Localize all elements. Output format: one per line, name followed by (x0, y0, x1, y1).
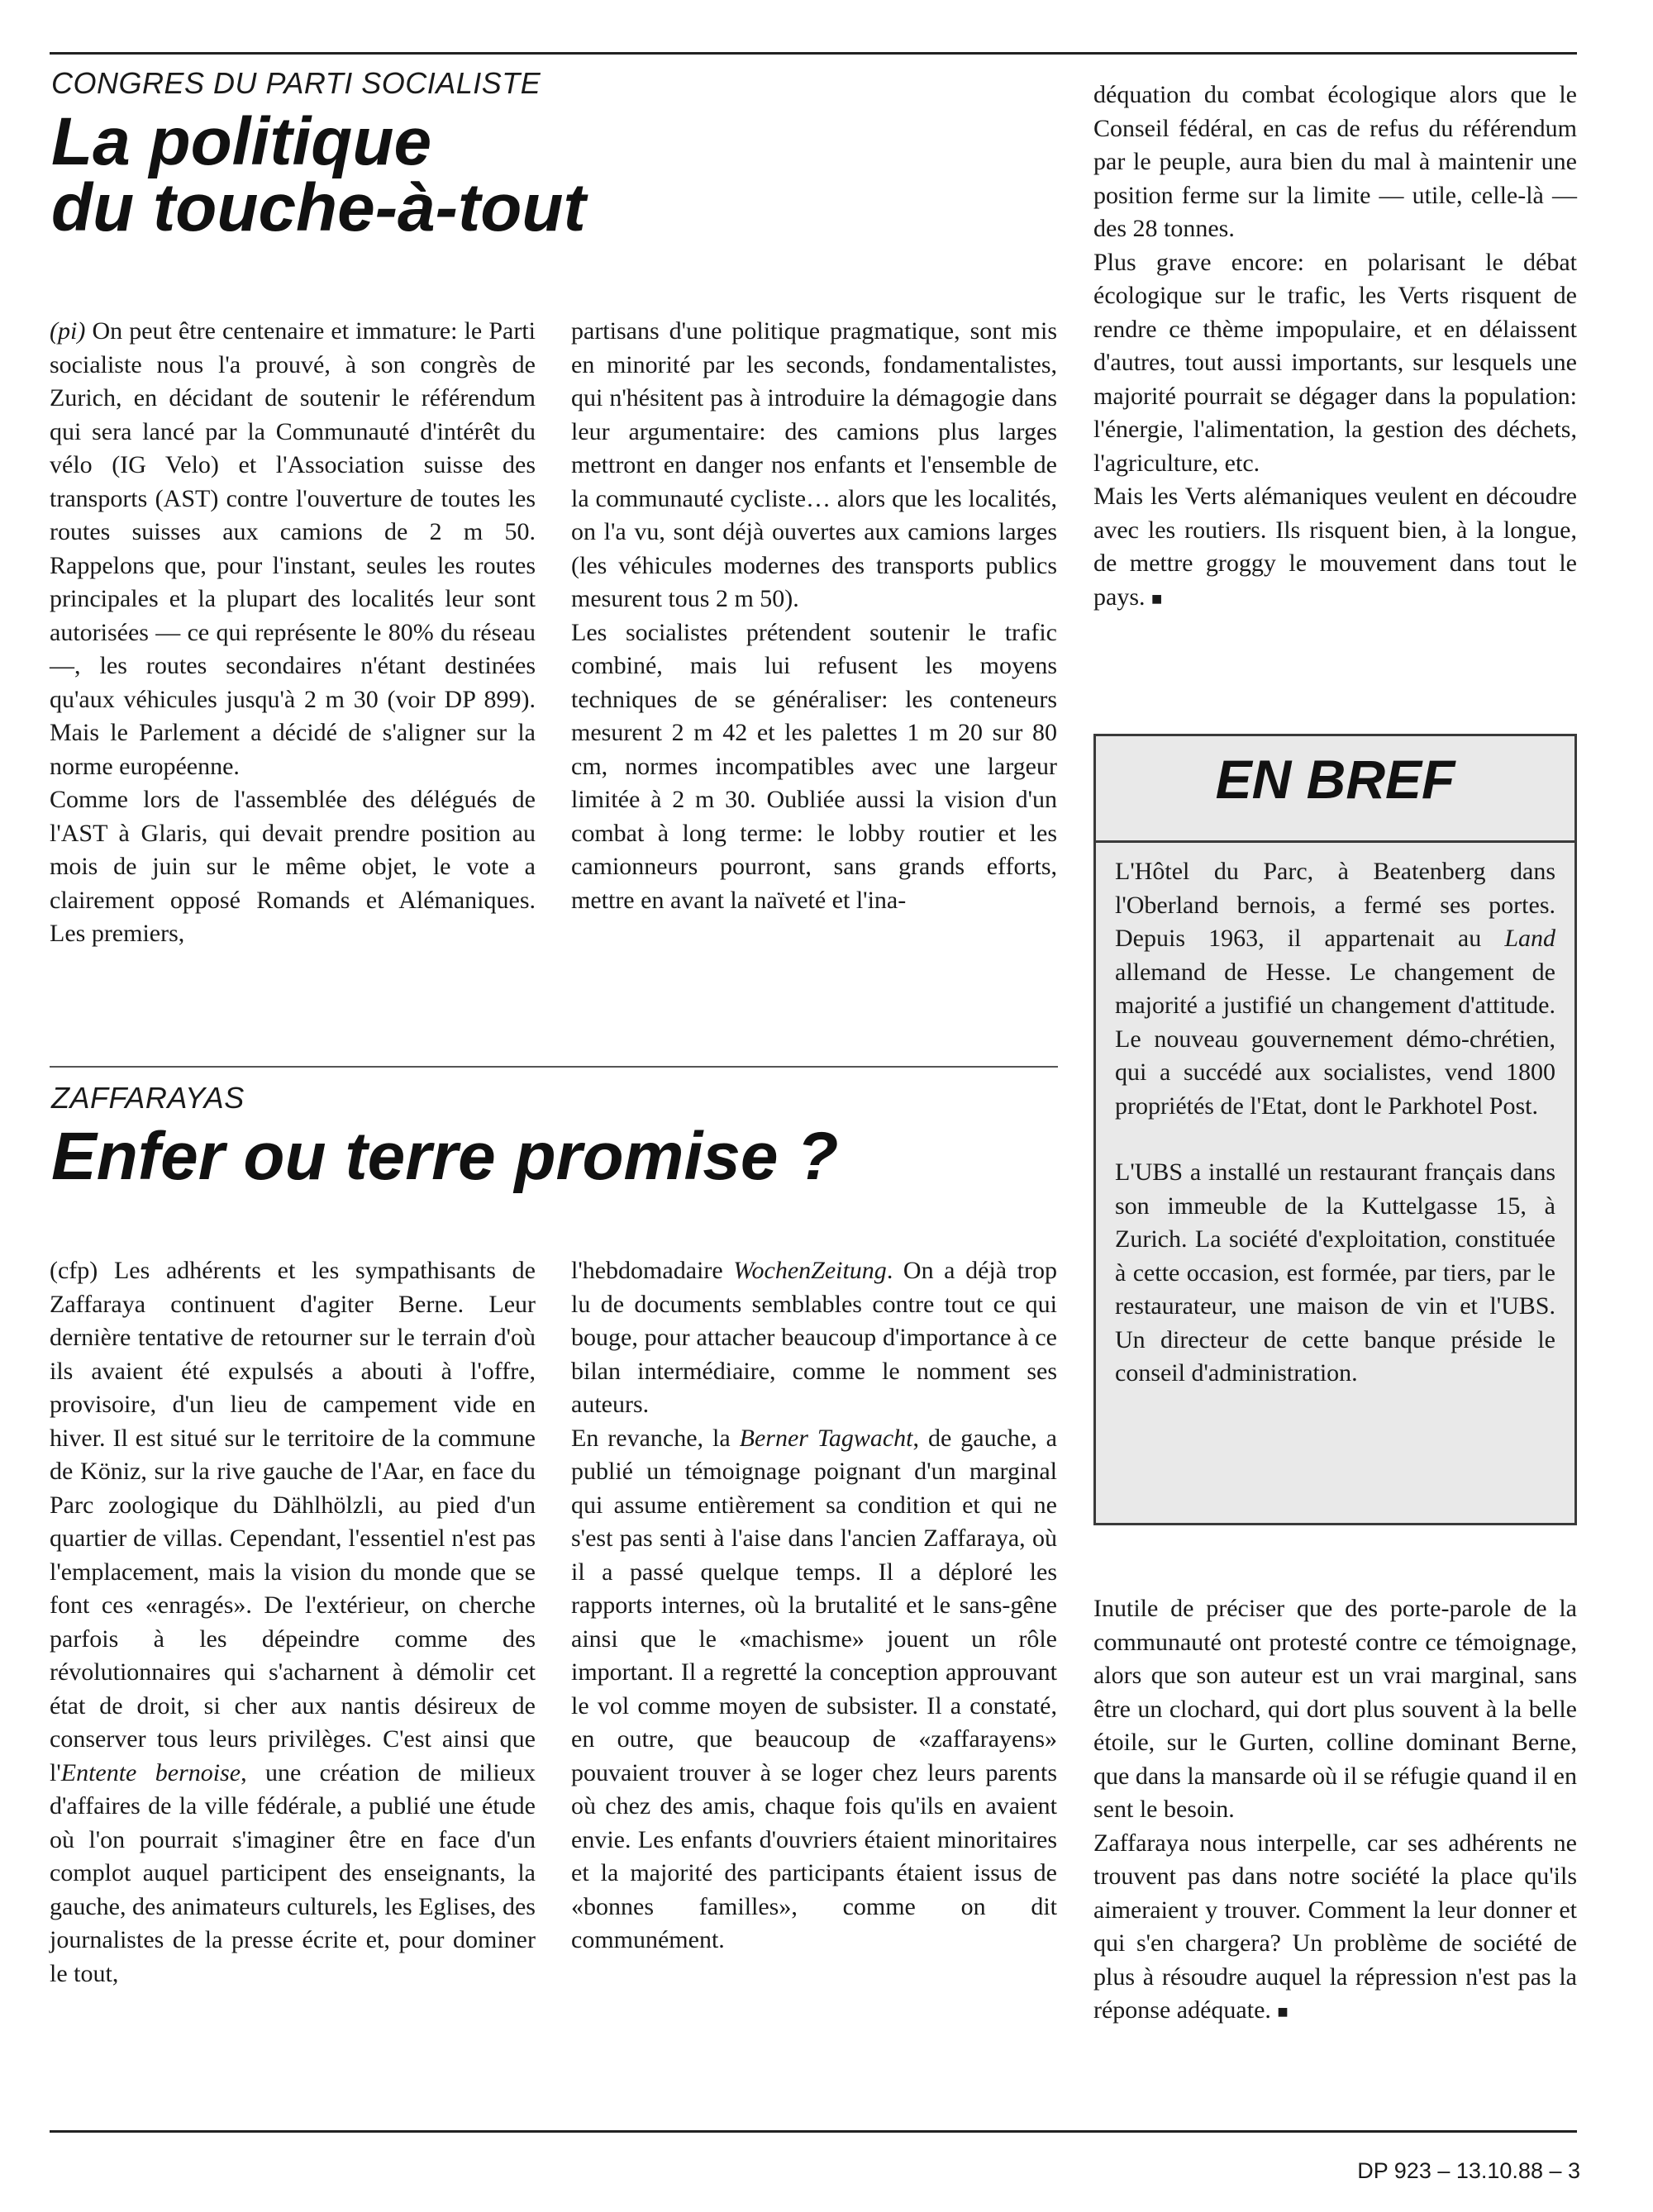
article1-column1 (50, 315, 536, 951)
article2-end-mark: ■ (1277, 2001, 1289, 2022)
article1-col3-paragraph2: Plus grave encore: en polarisant le débat écologique sur le trafic, les Verts risquent de rendre ce thème impopulaire, et en délaissent d'autres, tout aussi importants, sur lesquels une majorité pourrait se dégager dans la population: l'énergie, l'alimentation, la gestion des déchets, l'agriculture, etc. (1093, 248, 1577, 477)
page-footer: DP 923 – 13.10.88 – 3 (1357, 2158, 1580, 2183)
en-bref-content (1093, 855, 1577, 1391)
article1-headline-line1: La politique (51, 104, 432, 179)
article2-col2-paragraph2: En revanche, la Berner Tagwacht, de gauche, a publié un témoignage poignant d'un marginal qui assume entièrement sa condition et qui ne s'est pas senti à l'aise dans l'ancien Zaffaraya, où il a passé quelque temps. Il a déploré les rapports internes, où la brutalité et le sans-gêne ainsi que le «machisme» jouent un rôle important. Il a regretté la conception approuvant le vol comme moyen de subsister. Il a constaté, en outre, que beaucoup de «zaffarayens» pouvaient trouver à se loger chez leurs parents où chez des amis, chaque fois qu'ils en avaient envie. Les enfants d'ouvriers étaient minoritaires et la majorité des participants étaient issus de «bonnes familles», comme on dit communément. (571, 1424, 1057, 1953)
article2-column2 (571, 1254, 1057, 1958)
top-rule (50, 52, 1577, 55)
article1-column2 (571, 315, 1057, 917)
article2-col3-paragraph2: Zaffaraya nous interpelle, car ses adhérents ne trouvent pas dans notre société la place qu'ils aimeraient y trouver. Comment la leur donner et qui s'en chargera? Un problème de société de plus à résoudre auquel la répression n'est pas la réponse adéquate. ■ (1093, 1829, 1577, 2024)
article1-col1-paragraph2: Comme lors de l'assemblée des délégués de l'AST à Glaris, qui devait prendre position au mois de juin sur le même objet, le vote a clairement opposé Romands et Alémaniques. Les premiers, (50, 786, 536, 947)
article2-column1 (50, 1254, 536, 1991)
article2-kicker: ZAFFARAYAS (51, 1081, 245, 1115)
article1-col3-paragraph1: déquation du combat écologique alors que le Conseil fédéral, en cas de refus du référendum par le peuple, aura bien du mal à maintenir une position ferme sur la limite — utile, celle-là — des 28 tonnes. (1093, 81, 1577, 242)
article1-headline (51, 104, 586, 245)
article2-col3-paragraph1: Inutile de préciser que des porte-parole de la communauté ont protesté contre ce témoignage, alors que son auteur est un vrai marginal, sans être un clochard, qui dort plus souvent à la belle étoile, sur le Gurten, colline dominant Berne, que dans la mansarde où il se réfugie quand il en sent le besoin. (1093, 1595, 1577, 1823)
article1-byline: (pi) (50, 317, 86, 345)
article1-col3-paragraph3: Mais les Verts alémaniques veulent en découdre avec les routiers. Ils risquent bien, à la longue, de mettre groggy le mouvement dans tout le pays. ■ (1093, 483, 1577, 611)
article1-col2-paragraph1: partisans d'une politique pragmatique, sont mis en minorité par les seconds, fondamentalistes, qui n'hésitent pas à introduire la démagogie dans leur argumentaire: des camions plus larges mettront en danger nos enfants et l'ensemble de la communauté cycliste… alors que les localités, on l'a vu, sont déjà ouvertes aux camions larges (les véhicules modernes des transports publics mesurent tous 2 m 50). (571, 317, 1057, 612)
article1-headline-line2: du touche-à-tout (51, 170, 586, 245)
article-divider (50, 1066, 1058, 1068)
article1-col1-paragraph1: (pi) On peut être centenaire et immature: le Parti socialiste nous l'a prouvé, à son congrès de Zurich, en décidant de soutenir le référendum qui sera lancé par la Communauté d'intérêt du vélo (IG Velo) et l'Association suisse des transports (AST) contre l'ouverture de toutes les routes suisses aux camions de 2 m 50. Rappelons que, pour l'instant, seules les routes principales et la plupart des localités leur sont autorisées — ce qui représente le 80% du réseau —, les routes secondaires n'étant destinées qu'aux véhicules jusqu'à 2 m 30 (voir DP 899). Mais le Parlement a décidé de s'aligner sur la norme européenne. (50, 317, 536, 780)
en-bref-item2: L'UBS a installé un restaurant français dans son immeuble de la Kuttelgasse 15, à Zurich. La société d'exploitation, constituée à cette occasion, est formée, par tiers, par le restaurateur, une maison de vin et l'UBS. Un directeur de cette banque préside le conseil d'administration. (1115, 1158, 1555, 1387)
article1-column3 (1093, 78, 1577, 616)
article2-headline: Enfer ou terre promise ? (51, 1119, 839, 1194)
bottom-rule (50, 2130, 1577, 2133)
en-bref-item1: L'Hôtel du Parc, à Beatenberg dans l'Oberland bernois, a fermé ses portes. Depuis 1963, il appartenait au Land allemand de Hesse. Le changement de majorité a justifié un changement d'attitude. Le nouveau gouvernement démo-chrétien, qui a succédé aux socialistes, vend 1800 propriétés de l'Etat, dont le Parkhotel Post. (1115, 858, 1555, 1120)
article1-end-mark: ■ (1151, 587, 1163, 609)
article2-col1-paragraph1: (cfp) Les adhérents et les sympathisants de Zaffaraya continuent d'agiter Berne. Leur dernière tentative de retourner sur le terrain d'où ils avaient été expulsés a abouti à l'offre, provisoire, d'un lieu de campement vide en hiver. Il est situé sur le territoire de la commune de Köniz, sur la rive gauche de l'Aar, en face du Parc zoologique du Dählhölzli, au pied d'un quartier de villas. Cependant, l'essentiel n'est pas l'emplacement, mais la vision du monde que se font ces «enragés». De l'extérieur, on cherche parfois à les dépeindre comme des révolutionnaires qui s'acharnent à démolir cet état de droit, si cher aux nantis désireux de conserver tous leurs privilèges. C'est ainsi que l'Entente bernoise, une création de milieux d'affaires de la ville fédérale, a publié une étude où l'on pourrait s'imaginer être en face d'un complot auquel participent des enseignants, la gauche, des animateurs culturels, les Eglises, des journalistes de la presse écrite et, pour dominer le tout, (50, 1257, 536, 1987)
en-bref-divider (1093, 840, 1577, 843)
article2-column3 (1093, 1592, 1577, 2029)
en-bref-title: EN BREF (1215, 749, 1455, 810)
article1-kicker: CONGRES DU PARTI SOCIALISTE (51, 66, 541, 100)
article2-col2-paragraph1: l'hebdomadaire WochenZeitung. On a déjà trop lu de documents semblables contre tout ce qui bouge, pour attacher beaucoup d'importance à ce bilan intermédiaire, comme le nomment ses auteurs. (571, 1257, 1057, 1418)
article1-col2-paragraph2: Les socialistes prétendent soutenir le trafic combiné, mais lui refusent les moyens techniques de se généraliser: les conteneurs mesurent 2 m 42 et les palettes 1 m 20 sur 80 cm, normes incompatibles avec une largeur limitée à 2 m 30. Oubliée aussi la vision d'un combat à long terme: le lobby routier et les camionneurs pourront, sans grands efforts, mettre en avant la naïveté et l'ina- (571, 618, 1057, 914)
